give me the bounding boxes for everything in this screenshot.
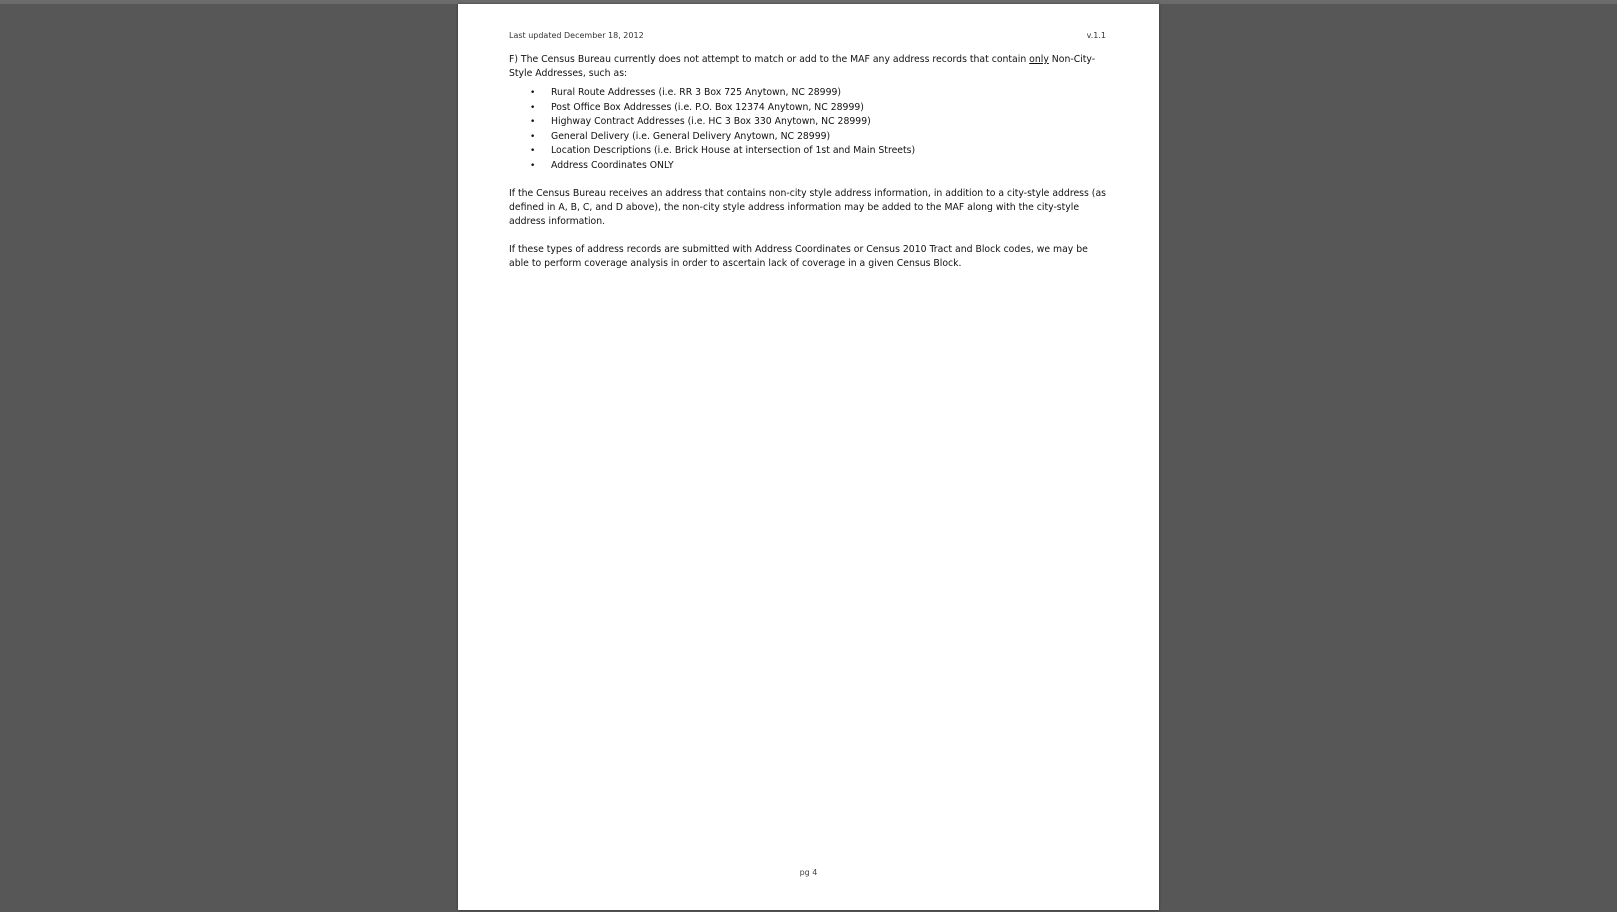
section-f-intro-underlined: only xyxy=(1029,54,1049,65)
address-type-list xyxy=(509,86,1109,174)
bullet-icon: • xyxy=(530,88,536,98)
list-item-text: Highway Contract Addresses (i.e. HC 3 Box 330 Anytown, NC 28999) xyxy=(551,116,871,128)
list-item-text: Location Descriptions (i.e. Brick House at intersection of 1st and Main Streets) xyxy=(551,145,916,157)
list-item xyxy=(509,101,1109,116)
page-content xyxy=(509,53,1109,271)
list-item xyxy=(509,144,1109,159)
list-item-text: Address Coordinates ONLY xyxy=(551,159,674,171)
section-f-intro-start: F) The Census Bureau currently does not attempt to match or add to the MAF any address records that contain xyxy=(509,54,1030,65)
version-header: v.1.1 xyxy=(1086,31,1106,40)
list-item xyxy=(509,115,1109,130)
list-item xyxy=(509,86,1109,101)
last-updated-header: Last updated December 18, 2012 xyxy=(509,31,644,40)
list-item xyxy=(509,130,1109,145)
page-number: pg 4 xyxy=(799,868,818,877)
bullet-icon: • xyxy=(530,160,536,171)
section-f-intro xyxy=(509,53,1109,81)
bullet-icon: • xyxy=(530,102,536,113)
bullet-icon: • xyxy=(530,117,536,128)
list-item-text: Post Office Box Addresses (i.e. P.O. Box 12374 Anytown, NC 28999) xyxy=(551,101,864,113)
list-item-text: General Delivery (i.e. General Delivery Anytown, NC 28999) xyxy=(551,130,831,142)
section-f-intro-end: Non-City-Style Addresses, such as: xyxy=(509,54,1096,79)
list-item xyxy=(509,159,1109,174)
list-item-text: Rural Route Addresses (i.e. RR 3 Box 725 Anytown, NC 28999) xyxy=(551,87,842,98)
bullet-icon: • xyxy=(530,131,536,142)
coverage-analysis-paragraph: If these types of address records are submitted with Address Coordinates or Census 2010 Tract and Block codes, we may be able to perform coverage analysis in order to ascertain lack of coverage in a given Census Block. xyxy=(509,243,1088,269)
bullet-icon: • xyxy=(530,146,536,157)
document-page xyxy=(458,4,1159,910)
non-city-address-paragraph: If the Census Bureau receives an address that contains non-city style address information, in addition to a city-style address (as defined in A, B, C, and D above), the non-city style address information may be added to the MAF along with the city-style address information. xyxy=(509,187,1106,227)
